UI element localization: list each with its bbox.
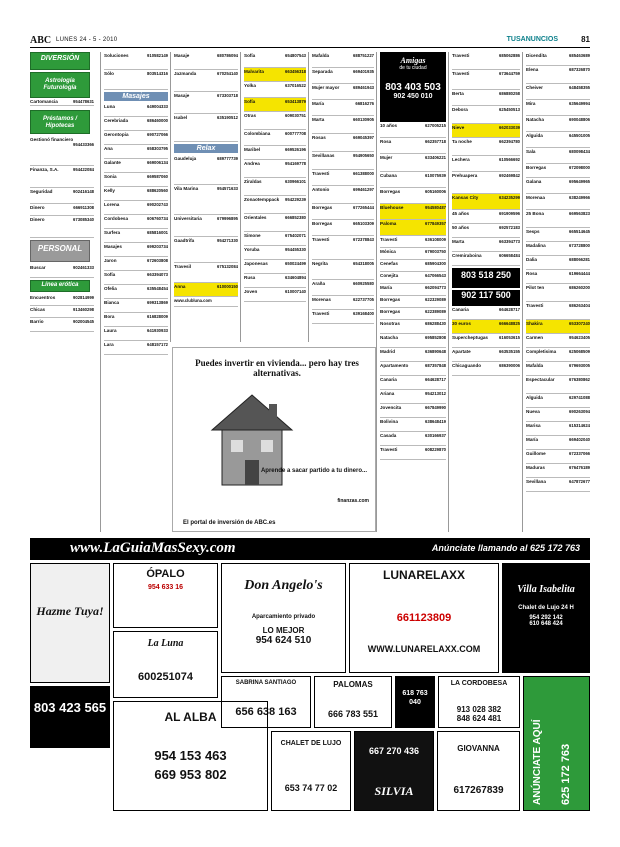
list-item: Ta noche 662394780	[452, 138, 520, 156]
column-6	[380, 52, 446, 532]
list-item: Borregas 672098000	[526, 164, 590, 178]
list-item: Borregas 677265444	[312, 204, 374, 220]
list-item: Cenefas 685904300	[380, 260, 446, 272]
list-item: Malvarita 663456318	[244, 68, 306, 82]
amigas-title: Amigas	[400, 56, 426, 65]
column-divider	[308, 52, 309, 342]
list-item: Lara 648157172	[104, 341, 168, 355]
list-item: Buscar 902461333	[30, 264, 94, 278]
list-item: Lechera 610566692	[452, 156, 520, 172]
amigas-subtitle: de tu ciudad	[399, 65, 427, 71]
sabrina-ad: SABRINA SANTIAGO 656 638 163	[221, 676, 311, 728]
column-1	[30, 52, 94, 532]
list-item: Prehuapera 692469842	[452, 172, 520, 194]
list-item: Pilot ten 686260200	[526, 284, 590, 302]
list-item: Gaudeluja 689777739	[174, 155, 238, 185]
list-item: Supercheptugas 616053615	[452, 334, 520, 348]
list-item: Ana 658303795	[104, 145, 168, 159]
list-item: Dinero 666911308	[30, 204, 94, 216]
list-item: Galante 669006134	[104, 159, 168, 173]
list-item: Mafalda 679693005	[526, 362, 590, 376]
chicas-803-ad: 803 518 250	[452, 268, 520, 288]
amigas-number: 803 403 503	[385, 82, 441, 93]
section-linea: Línea erótica	[30, 280, 90, 292]
phone-803-ad: 803 423 565	[30, 686, 110, 748]
list-item: Travesti 608229870	[380, 446, 446, 460]
list-item: Maribel 669526196	[244, 146, 306, 160]
list-item: Nieve 662033039	[452, 124, 520, 138]
list-item: Gaadtrifa 954271330	[174, 237, 238, 263]
list-item: Encuentros 902814999	[30, 294, 94, 306]
list-item: Ariana 954213012	[380, 390, 446, 404]
list-item: Bolivina 638648419	[380, 418, 446, 432]
list-item: Mónica 679003750	[380, 248, 446, 260]
finanzas-headline: Puedes invertir en vivienda... pero hay tres alternativas.	[195, 358, 359, 378]
list-item: Paloma 677849357	[380, 220, 446, 236]
alba-ad: AL ALBA 954 153 463 669 953 802	[113, 701, 268, 811]
list-item: Rusa 634604894	[244, 274, 306, 288]
banner-call: Anúnciate llamando al 625 172 763	[431, 543, 580, 553]
list-item: Borregas 605160006	[380, 188, 446, 204]
list-item: Mujer 633406221	[380, 154, 446, 172]
list-item: Apartamento 687357848	[380, 362, 446, 376]
list-item: Kelly 688620560	[104, 187, 168, 201]
column-divider	[522, 52, 523, 532]
list-item: Cheiver 648458355	[526, 84, 590, 100]
list-item: Espectacular 676380862	[526, 376, 590, 394]
list-item: Sonia 669587060	[104, 173, 168, 187]
section-personal: PERSONAL	[30, 240, 90, 262]
list-item: Jaron 672603808	[104, 257, 168, 271]
list-item: Ziraldas 630966101	[244, 178, 306, 196]
column-8	[526, 52, 590, 532]
list-item: Joven 610007140	[244, 288, 306, 302]
list-item: Debora 625450513	[452, 106, 520, 124]
finanzas-footer	[183, 520, 275, 526]
list-item: Marta 663394773	[452, 238, 520, 252]
column-divider	[240, 52, 241, 342]
list-item: Jovencita 667849990	[380, 404, 446, 418]
anunciate-ad	[523, 676, 590, 811]
list-item: Canaria 664628717	[452, 306, 520, 320]
list-item: Soluciones 910582149	[104, 52, 168, 70]
list-item: Travesti 661388000	[312, 170, 374, 186]
list-item: Berta 686880258	[452, 90, 520, 106]
list-item: Cartomancia 954478631	[30, 98, 94, 106]
list-item: Seguridad 902416148	[30, 188, 94, 204]
list-item: Universitaria 679996895	[174, 215, 238, 237]
list-item: Barrio 902004545	[30, 318, 94, 332]
newspaper-logo: ABC	[30, 35, 52, 46]
chalet-ad: CHALET DE LUJO 653 74 77 02	[271, 731, 351, 811]
list-item: Casada 630166937	[380, 432, 446, 446]
house-icon	[207, 390, 297, 490]
section-prestamos: Préstamos / Hipotecas	[30, 110, 90, 134]
list-item: Rosas 669045397	[312, 134, 374, 152]
list-item: Rosa 662357718	[380, 138, 446, 154]
column-divider	[170, 52, 171, 342]
list-item: Anna 610000150	[174, 283, 238, 297]
list-item: 25 Bona 669563823	[526, 210, 590, 228]
list-item: Sevillanas 954905650	[312, 152, 374, 170]
column-2	[104, 52, 168, 532]
list-item: 45 años 691909596	[452, 210, 520, 224]
column-7	[452, 52, 520, 532]
list-item: Travesti 672378843	[312, 236, 374, 260]
list-item: Maduras 676476189	[526, 464, 590, 478]
giovanna-ad: GIOVANNA 617267839	[437, 731, 520, 811]
finanzas-ad[interactable]	[172, 347, 376, 532]
list-item: Masajes 699203734	[104, 243, 168, 257]
list-item: Dicendita 685463689	[526, 52, 590, 66]
column-divider	[376, 52, 377, 532]
column-4	[244, 52, 306, 342]
page-header	[30, 36, 590, 48]
finanzas-site[interactable]: finanzas.com	[337, 498, 369, 504]
list-item: Masaje 680786094	[174, 52, 238, 70]
column-divider	[100, 52, 101, 532]
masajes-heading: Masajes	[104, 92, 168, 101]
issue-date: LUNES 24 - 5 - 2010	[56, 37, 118, 43]
web-link[interactable]: www.clubluna.com	[174, 297, 238, 307]
list-item: María 669402040	[526, 436, 590, 450]
number-618-ad: 618 763 040	[395, 676, 435, 728]
list-item: Travesil 675132084	[174, 263, 238, 283]
list-item: Madrid 636890648	[380, 348, 446, 362]
list-item: Dalia 688066281	[526, 256, 590, 270]
list-item: Masaje 673303718	[174, 92, 238, 114]
list-item: Natacha 690048806	[526, 116, 590, 132]
relax-heading: Relax	[174, 144, 238, 153]
list-item: Surfera 685816001	[104, 229, 168, 243]
list-item: Bora 616828009	[104, 313, 168, 327]
list-item: Morenaa 638249966	[526, 194, 590, 210]
cordobesa-ad: LA CORDOBESA 913 028 382 848 624 481	[438, 676, 520, 728]
list-item: Elena 687326870	[526, 66, 590, 84]
list-item: Sólo 803514316	[104, 70, 168, 90]
list-item: Madalina 673728800	[526, 242, 590, 256]
list-item: Natacha 695852808	[380, 334, 446, 348]
list-item: Alguida 645501005	[526, 132, 590, 148]
list-item: Gerontopia 690727066	[104, 131, 168, 145]
list-item: Sofía 654807543	[244, 52, 306, 68]
list-item: Kansas City 634235299	[452, 194, 520, 210]
list-item: Travesti 673644759	[452, 70, 520, 90]
list-item: María 66816276	[312, 100, 374, 116]
list-item: Yolka 637016522	[244, 82, 306, 98]
list-item: María 662094773	[380, 284, 446, 296]
list-item: Sesps 665514645	[526, 228, 590, 242]
list-item: Andrea 954169778	[244, 160, 306, 178]
list-item: Travesti 636108009	[380, 236, 446, 248]
section-astrologia: Astrología Futurología	[30, 72, 90, 98]
donangelos-ad: Don Angelo's Aparcamiento privado LO MEJOR 954 624 510	[221, 563, 346, 673]
list-item: Luna 649004333	[104, 103, 168, 117]
list-item: Dinero 673085340	[30, 216, 94, 238]
list-item: Mujer mayor 689461943	[312, 84, 374, 100]
list-item: Bluehouse 954580487	[380, 204, 446, 220]
list-item: Canaria 664628717	[380, 376, 446, 390]
column-5	[312, 52, 374, 342]
banner-website[interactable]: www.LaGuiaMasSexy.com	[70, 540, 236, 556]
list-item: Travesti 639168400	[312, 310, 374, 324]
list-item: Nueva 690263094	[526, 408, 590, 422]
list-item: 50 años 692572183	[452, 224, 520, 238]
list-item: Finanza, S.A. 954422084	[30, 166, 94, 188]
list-item: Shakira 653307240	[526, 320, 590, 334]
list-item: Zonaotemppack 954229239	[244, 196, 306, 214]
portal-text: El portal de inversión de	[183, 520, 253, 526]
amigas-extra: 902 450 010	[393, 93, 433, 101]
lunarelaxx-ad: LUNARELAXX 661123809 WWW.LUNARELAXX.COM	[349, 563, 499, 673]
anunciate-phone: 625 172 763	[560, 743, 572, 805]
list-item: Borregas 665103309	[312, 220, 374, 236]
column-divider	[448, 52, 449, 532]
list-item: Mira 635649994	[526, 100, 590, 116]
list-item: Travesti 686263404	[526, 302, 590, 320]
list-item: Antonio 699461297	[312, 186, 374, 204]
list-item: Negrita 654318005	[312, 260, 374, 280]
list-item: Colombiana 600777708	[244, 130, 306, 146]
list-item: Separada 669401935	[312, 68, 374, 84]
contacts-banner	[30, 538, 590, 560]
list-item: Sofía 663394073	[104, 271, 168, 285]
section-diversion: DIVERSIÓN	[30, 52, 90, 70]
list-item: Travesti 685062886	[452, 52, 520, 70]
list-item: Morenas 622737705	[312, 296, 374, 310]
list-item: Alguida 629741088	[526, 394, 590, 408]
amigas-ad	[380, 52, 446, 122]
list-item: Chicas 913460298	[30, 306, 94, 318]
list-item: Sevillana 647872677	[526, 478, 590, 492]
list-item: Sofía 653413879	[244, 98, 306, 112]
list-item: Borregas 622389089	[380, 308, 446, 320]
list-item: Mafalda 688751227	[312, 52, 374, 68]
chicas-902-ad: 902 117 500	[452, 290, 520, 306]
list-item: Isabel 635190512	[174, 114, 238, 142]
list-item: Japonesas 650024499	[244, 260, 306, 274]
list-item: 10 años 627005215	[380, 122, 446, 138]
list-item: Otras 609030751	[244, 112, 306, 130]
luna-ad: La Luna 600251074	[113, 631, 218, 698]
list-item: Apartate 663535155	[452, 348, 520, 362]
list-item: Guillome 672337066	[526, 450, 590, 464]
list-item: Cubana 610075939	[380, 172, 446, 188]
list-item: Vila Marina 954571633	[174, 185, 238, 215]
finanzas-tagline: Aprende a sacar partido a tu dinero...	[260, 468, 367, 474]
list-item: 30 euros 666648825	[452, 320, 520, 334]
silvia-ad: 667 270 436 SILVIA	[354, 731, 434, 811]
list-item: Completisima 625068509	[526, 348, 590, 362]
list-item: Cerebriada 686460000	[104, 117, 168, 131]
opalo-ad: ÓPALO 954 633 16	[113, 563, 218, 628]
list-item: Sala 680098434	[526, 148, 590, 164]
list-item: Laura 641930933	[104, 327, 168, 341]
list-item: Cordobesa 606760734	[104, 215, 168, 229]
list-item: Nosotras 686288430	[380, 320, 446, 334]
list-item: Chicaguando 686390006	[452, 362, 520, 376]
villa-ad: Villa Isabelita Chalet de Lujo 24 H 954 292 142 610 648 424	[502, 563, 590, 673]
palomas-ad: PALOMAS 666 783 551	[314, 676, 392, 728]
list-item: Araña 660925580	[312, 280, 374, 296]
section-title: TUSANUNCIOS	[506, 36, 558, 43]
list-item: Yoruba 954455330	[244, 246, 306, 260]
list-item: Borregas 622329089	[380, 296, 446, 308]
list-item: Conejita 647066543	[380, 272, 446, 284]
list-item: Simone 675402071	[244, 232, 306, 246]
list-item: Rosa 619664444	[526, 270, 590, 284]
list-item: Lorena 690202743	[104, 201, 168, 215]
hazme-ad: Hazme Tuya!	[30, 563, 110, 683]
page-number: 81	[581, 35, 590, 44]
list-item: Marisa 615314624	[526, 422, 590, 436]
list-item: Bianca 699313869	[104, 299, 168, 313]
list-item: Ofelia 635548454	[104, 285, 168, 299]
list-item: Cremiraboina 606658484	[452, 252, 520, 266]
list-item: Galana 695649965	[526, 178, 590, 194]
list-item: Carmen 954623405	[526, 334, 590, 348]
column-3	[174, 52, 238, 342]
list-item: Orientales 666852380	[244, 214, 306, 232]
list-item: Marta 660130905	[312, 116, 374, 134]
anunciate-text: ANÚNCIATE AQUÍ	[532, 719, 543, 805]
list-item: Gestionó financiero 954433366	[30, 136, 94, 166]
abc-es-logo: ABC.es	[254, 520, 276, 526]
list-item: Jazmanda 670254140	[174, 70, 238, 92]
